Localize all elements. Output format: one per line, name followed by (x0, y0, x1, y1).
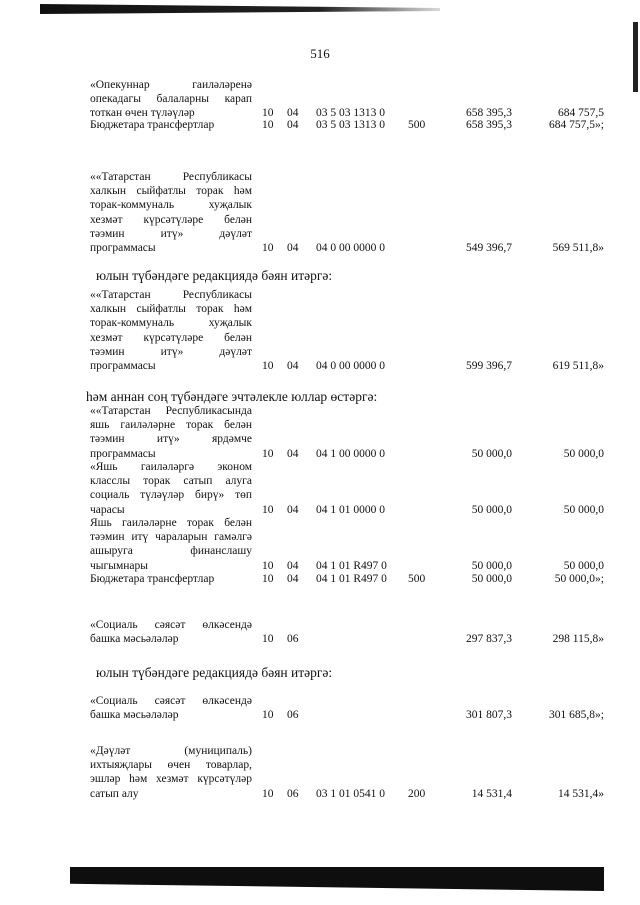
row-description-line: Яшь гаиләләрне торак белән (90, 517, 252, 529)
row-description-line: сатып алу (90, 787, 139, 800)
row-description-line: хезмәт күрсәтүләре белән (90, 331, 252, 344)
target-article-code: 03 5 03 1313 0 (316, 119, 385, 131)
row-description-line: торак-коммуналь хуҗалык (90, 317, 252, 330)
amount-year-1: 50 000,0 (471, 503, 512, 516)
row-description-line: ««Татарстан Республикасы (90, 289, 252, 301)
row-description-line: ««Татарстан Республикасында (90, 405, 252, 417)
amount-year-2: 50 000,0 (563, 559, 604, 572)
amount-year-1: 658 395,3 (466, 107, 512, 120)
subsection-code: 04 (287, 242, 299, 254)
row-description-line: тоткан өчен түләүләр (90, 107, 195, 120)
amount-year-1: 14 531,4 (471, 787, 512, 800)
expense-type-code: 200 (408, 787, 426, 800)
amount-year-1: 50 000,0 (471, 559, 512, 572)
row-description-line: «Дәүләт (муниципаль) (90, 745, 252, 757)
section-code: 10 (262, 573, 274, 585)
row-description-line: «Социаль сәясәт өлкәсендә (90, 619, 252, 631)
row-description-line: тәэмин итү» дәүләт (90, 345, 252, 358)
section-code: 10 (262, 119, 274, 131)
expense-type-code: 500 (408, 119, 426, 131)
amount-year-1: 549 396,7 (466, 242, 512, 254)
amount-year-2: 569 511,8» (552, 242, 604, 254)
subsection-code: 06 (287, 709, 299, 722)
section-code: 10 (262, 447, 274, 460)
section-code: 10 (262, 242, 274, 254)
section-code: 10 (262, 360, 274, 372)
subsection-code: 04 (287, 559, 299, 572)
section-code: 10 (262, 503, 274, 516)
target-article-code: 03 1 01 0541 0 (316, 787, 385, 800)
row-description-line: башка мәсьәләләр (90, 633, 179, 646)
amount-year-1: 50 000,0 (471, 447, 512, 460)
expense-type-code: 500 (408, 573, 426, 585)
subsection-code: 04 (287, 447, 299, 460)
row-description-line: «Социаль сәясәт өлкәсендә (90, 695, 252, 707)
page-number: 516 (310, 46, 330, 61)
row-description-line: программасы (90, 360, 156, 372)
row-description-line: яшь гаиләләрне торак белән (90, 419, 252, 432)
row-description-line: тәэмин итү» дәүләт (90, 227, 252, 240)
section-code: 10 (262, 633, 274, 646)
target-article-code: 03 5 03 1313 0 (316, 107, 385, 120)
amount-year-2: 50 000,0»; (554, 573, 604, 585)
subsection-code: 04 (287, 360, 299, 372)
row-description-line: ашыруга финанслашу (90, 545, 252, 558)
amount-year-2: 50 000,0 (563, 503, 604, 516)
section-heading: һәм аннан соң түбәндәге эчтәлекле юллар өстәргә: (86, 389, 378, 404)
amount-year-2: 50 000,0 (563, 447, 604, 460)
amount-year-1: 301 807,3 (466, 709, 512, 722)
row-description-line: ««Татарстан Республикасы (90, 171, 252, 183)
row-description-line: Бюджетара трансфертлар (90, 573, 215, 585)
subsection-code: 04 (287, 107, 299, 120)
row-description-line: опекадагы балаларны карап (90, 93, 252, 106)
target-article-code: 04 0 00 0000 0 (316, 242, 385, 254)
section-heading: юлын түбәндәге редакциядә бәян итәргә: (96, 665, 333, 680)
row-description-line: программасы (90, 242, 156, 254)
amount-year-2: 14 531,4» (558, 787, 604, 800)
row-description-line: программасы (90, 447, 156, 460)
amount-year-1: 658 395,3 (466, 119, 512, 131)
subsection-code: 06 (287, 633, 299, 646)
row-description-line: Бюджетара трансфертлар (90, 119, 215, 131)
subsection-code: 04 (287, 503, 299, 516)
amount-year-2: 684 757,5»; (549, 119, 604, 131)
row-description-line: тәэмин итү» ярдәмче (90, 433, 252, 446)
row-description-line: башка мәсьәләләр (90, 709, 179, 722)
amount-year-2: 619 511,8» (552, 360, 604, 372)
row-description-line: хезмәт күрсәтүләре белән (90, 213, 252, 226)
row-description-line: класслы торак сатып алуга (90, 475, 252, 488)
row-description-line: чарасы (90, 503, 125, 516)
subsection-code: 04 (287, 573, 299, 585)
target-article-code: 04 1 01 0000 0 (316, 503, 385, 516)
row-description-line: «Опекуннар гаиләләренә (90, 79, 252, 91)
target-article-code: 04 1 01 R497 0 (316, 559, 387, 572)
section-code: 10 (262, 709, 274, 722)
row-description-line: социаль түләүләр бирү» төп (90, 489, 252, 502)
section-heading: юлын түбәндәге редакциядә бәян итәргә: (96, 268, 333, 283)
section-code: 10 (262, 107, 274, 120)
amount-year-1: 50 000,0 (471, 573, 512, 585)
row-description-line: халкын сыйфатлы торак һәм (90, 185, 252, 198)
amount-year-2: 301 685,8»; (549, 709, 604, 722)
row-description-line: эшләр һәм хезмәт күрсәтүләр (90, 773, 252, 786)
row-description-line: торак-коммуналь хуҗалык (90, 199, 252, 212)
row-description-line: тәэмин итү чараларын гамәлгә (90, 531, 252, 544)
row-description-line: «Яшь гаиләләргә эконом (90, 461, 252, 473)
amount-year-2: 684 757,5 (558, 107, 604, 120)
amount-year-1: 599 396,7 (466, 360, 512, 372)
section-code: 10 (262, 787, 274, 800)
amount-year-2: 298 115,8» (552, 633, 604, 646)
row-description-line: халкын сыйфатлы торак һәм (90, 303, 252, 316)
amount-year-1: 297 837,3 (466, 633, 512, 646)
section-code: 10 (262, 559, 274, 572)
target-article-code: 04 1 00 0000 0 (316, 447, 385, 460)
subsection-code: 06 (287, 787, 299, 800)
row-description-line: чыгымнары (90, 559, 148, 572)
subsection-code: 04 (287, 119, 299, 131)
row-description-line: ихтыяҗлары өчен товарлар, (90, 759, 252, 772)
target-article-code: 04 0 00 0000 0 (316, 360, 385, 372)
target-article-code: 04 1 01 R497 0 (316, 573, 387, 585)
